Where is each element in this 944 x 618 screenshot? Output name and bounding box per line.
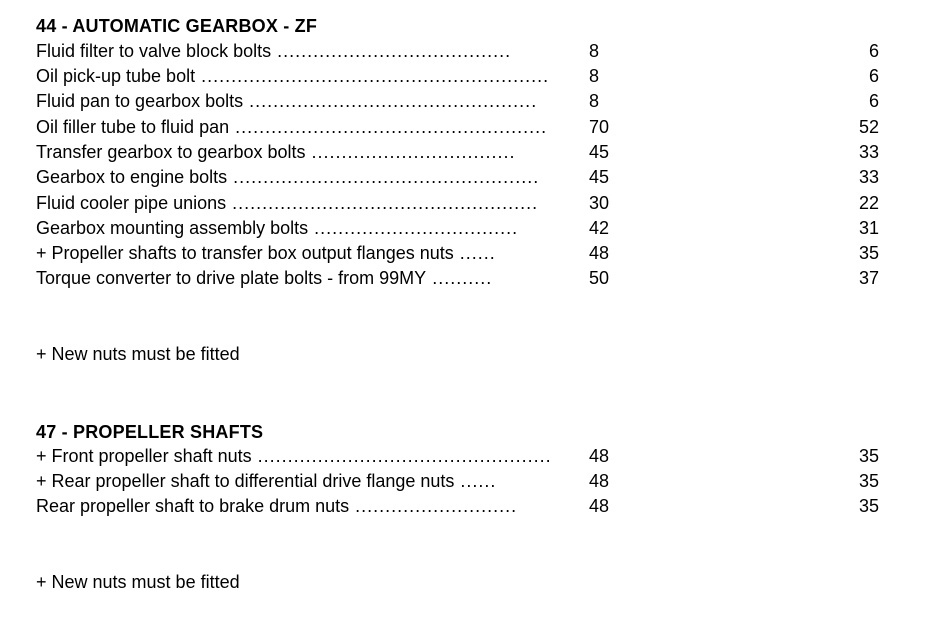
value-nm: 70	[589, 117, 610, 137]
row-label: Gearbox to engine bolts	[36, 167, 228, 187]
value-nm: 8	[589, 91, 600, 111]
table-row	[36, 191, 906, 216]
dot-leader: ..........................................................	[195, 66, 550, 86]
value-nm: 30	[589, 193, 610, 213]
dot-leader: ................................................	[243, 91, 538, 111]
value-nm: 42	[589, 218, 610, 238]
value-nm: 45	[589, 142, 610, 162]
dot-leader: ..................................	[305, 142, 516, 162]
dot-leader: ..................................	[308, 218, 519, 238]
row-label: Transfer gearbox to gearbox bolts	[36, 142, 306, 162]
dot-leader: .......................................	[271, 41, 512, 61]
value-lbf-ft: 22	[858, 193, 879, 213]
row-description	[36, 64, 580, 89]
table-row	[36, 241, 906, 266]
row-description	[36, 191, 580, 216]
row-label: Fluid pan to gearbox bolts	[36, 91, 244, 111]
dot-leader: ....................................................	[229, 117, 548, 137]
value-nm: 48	[589, 243, 610, 263]
row-label: Fluid filter to valve block bolts	[36, 41, 272, 61]
row-description	[36, 216, 580, 241]
value-lbf-ft: 52	[858, 117, 879, 137]
row-label: + Propeller shafts to transfer box output flanges nuts	[36, 243, 454, 263]
row-description	[36, 241, 580, 266]
value-lbf-ft: 31	[858, 218, 879, 238]
row-description	[36, 165, 580, 190]
footnote-new-nuts: + New nuts must be fitted	[36, 572, 240, 592]
table-row	[36, 39, 906, 64]
row-description	[36, 469, 580, 494]
row-description	[36, 266, 580, 291]
table-row	[36, 266, 906, 291]
row-label: + Front propeller shaft nuts	[36, 446, 252, 466]
table-row	[36, 64, 906, 89]
row-label: Oil pick-up tube bolt	[36, 66, 196, 86]
table-row	[36, 494, 906, 519]
dot-leader: ......	[453, 243, 496, 263]
value-lbf-ft: 35	[858, 496, 879, 516]
table-row	[36, 115, 906, 140]
row-description	[36, 39, 580, 64]
table-row	[36, 140, 906, 165]
value-lbf-ft: 33	[858, 167, 879, 187]
value-nm: 48	[589, 496, 610, 516]
value-lbf-ft: 35	[858, 446, 879, 466]
row-label: Torque converter to drive plate bolts - from 99MY	[36, 268, 427, 288]
dot-leader: ......	[454, 471, 497, 491]
dot-leader: ..........	[426, 268, 493, 288]
value-nm: 45	[589, 167, 610, 187]
section-title-propeller-shafts: 47 - PROPELLER SHAFTS	[36, 422, 264, 442]
table-row	[36, 89, 906, 114]
dot-leader: ...................................................	[226, 193, 539, 213]
row-label: Rear propeller shaft to brake drum nuts	[36, 496, 350, 516]
row-label: + Rear propeller shaft to differential drive flange nuts	[36, 471, 455, 491]
table-row	[36, 469, 906, 494]
row-description	[36, 444, 580, 469]
value-nm: 8	[589, 66, 600, 86]
value-lbf-ft: 6	[868, 66, 879, 86]
row-description	[36, 494, 580, 519]
row-description	[36, 89, 580, 114]
row-description	[36, 140, 580, 165]
value-lbf-ft: 33	[858, 142, 879, 162]
value-nm: 48	[589, 471, 610, 491]
value-lbf-ft: 6	[868, 41, 879, 61]
value-nm: 8	[589, 41, 600, 61]
value-lbf-ft: 35	[858, 243, 879, 263]
section-title-automatic-gearbox: 44 - AUTOMATIC GEARBOX - ZF	[36, 16, 318, 36]
table-row	[36, 165, 906, 190]
dot-leader: ...........................	[349, 496, 518, 516]
table-row	[36, 444, 906, 469]
row-description	[36, 115, 580, 140]
row-label: Fluid cooler pipe unions	[36, 193, 227, 213]
value-lbf-ft: 35	[858, 471, 879, 491]
row-label: Oil filler tube to fluid pan	[36, 117, 230, 137]
row-label: Gearbox mounting assembly bolts	[36, 218, 309, 238]
value-lbf-ft: 37	[858, 268, 879, 288]
value-lbf-ft: 6	[868, 91, 879, 111]
footnote-new-nuts: + New nuts must be fitted	[36, 344, 240, 364]
value-nm: 50	[589, 268, 610, 288]
dot-leader: ...................................................	[227, 167, 540, 187]
value-nm: 48	[589, 446, 610, 466]
dot-leader: .................................................	[251, 446, 552, 466]
table-row	[36, 216, 906, 241]
